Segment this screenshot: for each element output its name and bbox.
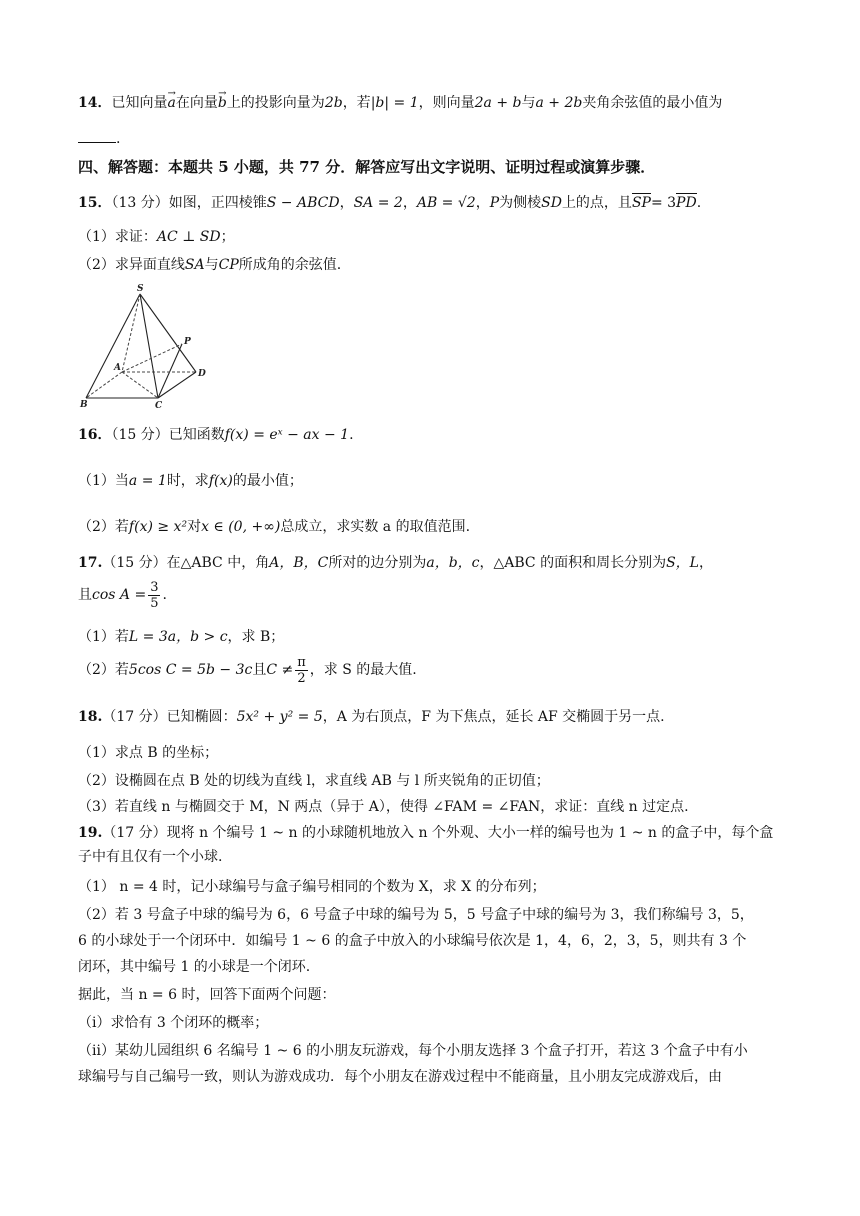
sides: a，b，c: [426, 555, 480, 571]
edge-sb: [86, 294, 140, 398]
q17-end: .: [162, 587, 167, 603]
q14-text: 上的投影向量为: [226, 95, 325, 111]
part-label: （1）若: [78, 629, 129, 645]
part-text: 与: [204, 257, 219, 273]
q18-text: ，A 为右顶点，F 为下焦点，延长 AF 交椭圆于另一点.: [322, 709, 665, 725]
q16-text: （15 分）已知函数: [111, 427, 225, 443]
part-text: 且: [252, 662, 267, 678]
part-label: （2）求异面直线: [78, 257, 185, 273]
pyramid-figure: [76, 282, 216, 412]
q19-sub-ii-line2: 球编号与自己编号一致，则认为游戏成功．每个小朋友在游戏过程中不能商量，且小朋友完成游戏后，由: [78, 1069, 722, 1085]
q15-line1: [78, 192, 701, 214]
q19-line1: [78, 822, 773, 844]
part-end: 所成角的余弦值.: [238, 257, 342, 273]
equation: 5cos C = 5b − 3c: [128, 662, 253, 678]
q17-part2: [78, 652, 417, 688]
projection-vector: 2b: [324, 95, 343, 111]
label-s: S: [137, 284, 144, 294]
q14-text: 在向量: [175, 95, 218, 111]
q15-text: （13 分）如图，正四棱锥: [111, 195, 267, 211]
edge-sd: SD: [541, 195, 562, 211]
q14-text: ，则向量: [418, 95, 475, 111]
condition: L = 3a，b > c: [128, 629, 228, 645]
angles: A，B，C: [269, 555, 329, 571]
part-text: 对: [187, 519, 202, 535]
q18-part3: （3）若直线 n 与椭圆交于 M，N 两点（异于 A），使得 ∠FAM = ∠FAN，求证：直线 n 过定点.: [78, 799, 689, 815]
q17-part1: [78, 626, 284, 648]
label-b: B: [80, 400, 88, 410]
q18-part1: （1）求点 B 的坐标；: [78, 745, 219, 761]
q15-comma: ，: [402, 195, 417, 211]
norm-condition: |b| = 1: [370, 95, 419, 111]
q15-text: 上的点，且: [561, 195, 632, 211]
q14-number: 14．: [78, 95, 112, 111]
part-label: （1）当: [78, 473, 129, 489]
label-a: A: [114, 363, 121, 373]
q17-line1: [78, 552, 713, 574]
q15-end: .: [696, 195, 702, 211]
q16-number: 16．: [78, 427, 112, 443]
part-end: 总成立，求实数 a 的取值范围.: [280, 519, 471, 535]
q18-line1: [78, 706, 665, 728]
q17-text: （15 分）在△ABC 中，角: [102, 555, 270, 571]
q14-text: 夹角余弦值的最小值为: [582, 95, 723, 111]
q15-comma: ，: [339, 195, 354, 211]
function-ref: f(x): [208, 473, 233, 489]
q14-end: .: [116, 131, 121, 147]
label-c: C: [155, 401, 163, 411]
cos-a: cos A =: [92, 587, 147, 603]
q14-text: 已知向量: [111, 95, 168, 111]
angle-c: C ≠: [266, 662, 294, 678]
point-p: P: [489, 195, 500, 211]
line-cp: CP: [218, 257, 239, 273]
label-p: P: [184, 337, 191, 347]
numerator: π: [297, 654, 306, 670]
part-label: （2）若: [78, 662, 129, 678]
q16-line1: [78, 424, 354, 446]
q14-text: 与: [521, 95, 536, 111]
q19-part1: （1） n = 4 时，记小球编号与盒子编号相同的个数为 X，求 X 的分布列；: [78, 879, 546, 895]
function-f: f(x) = eˣ − ax − 1: [224, 427, 350, 443]
vector-b: → b: [218, 92, 227, 114]
numerator: 3: [150, 579, 159, 595]
ab-length: AB = √2: [416, 195, 476, 211]
q18-text: （17 分）已知椭圆：: [102, 709, 237, 725]
section-heading: 四、解答题：本题共 5 小题，共 77 分．解答应写出文字说明、证明过程或演算步骤．: [78, 158, 656, 176]
inequality: f(x) ≥ x²: [128, 519, 188, 535]
part-text: 时，求: [166, 473, 209, 489]
sa-length: SA = 2: [353, 195, 403, 211]
q19-part2-line4: 据此，当 n = 6 时，回答下面两个问题：: [78, 987, 336, 1003]
q18-part2: （2）设椭圆在点 B 处的切线为直线 l，求直线 AB 与 l 所夹锐角的正切值；: [78, 773, 550, 789]
q19-sub-i: （ⅰ）求恰有 3 个闭环的概率；: [78, 1015, 269, 1031]
q19-sub-ii-line1: （ⅱ）某幼儿园组织 6 名编号 1 ~ 6 的小朋友玩游戏，每个小朋友选择 3 个盒子打开，若这 3 个盒子中有小: [78, 1043, 748, 1059]
segment-ap: [122, 344, 182, 372]
denominator: 2: [297, 670, 306, 686]
ellipse-equation: 5x² + y² = 5: [236, 709, 323, 725]
edge-ab: [86, 372, 122, 398]
q14-text: ，若: [342, 95, 371, 111]
vector-pd: PD: [676, 192, 697, 214]
pyramid-name: S − ABCD: [266, 195, 340, 211]
q14-line1: [78, 92, 722, 114]
vector-sp: SP: [632, 192, 651, 214]
line-sa: SA: [184, 257, 205, 273]
q16-part2: [78, 516, 470, 538]
q19-part2-line2: 6 的小球处于一个闭环中．如编号 1 ~ 6 的盒子中放入的小球编号依次是 1，4，6，2，3，5，则共有 3 个: [78, 933, 747, 949]
q17-text: 且: [78, 587, 92, 603]
edge-sa: [122, 294, 140, 372]
q15-part1: [78, 226, 235, 248]
condition-a: a = 1: [128, 473, 167, 489]
q17-end: ，: [698, 555, 713, 571]
q15-text: 为侧棱: [499, 195, 542, 211]
denominator: 5: [150, 595, 159, 611]
answer-blank: [78, 128, 116, 143]
q17-line2: [78, 578, 167, 612]
q18-number: 18.: [78, 709, 103, 725]
q17-text: 所对的边分别为: [328, 555, 427, 571]
vector-sum-2: a + 2b: [535, 95, 583, 111]
q19-text: （17 分）现将 n 个编号 1 ~ n 的小球随机地放入 n 个外观、大小一样的编号也为 1 ~ n 的盒子中，每个盒: [102, 825, 774, 841]
fraction-three-fifths: [148, 580, 160, 611]
part-label: （1）求证：: [78, 229, 157, 245]
q14-line2: [78, 128, 120, 150]
label-d: D: [198, 369, 206, 379]
fraction-pi-half: [295, 655, 308, 686]
diag-ac: [122, 372, 158, 398]
part-end: 的最小值；: [232, 473, 303, 489]
q16-part1: [78, 470, 303, 492]
area-perimeter: S，L: [666, 555, 699, 571]
q19-line2: 子中有且仅有一个小球.: [78, 849, 223, 865]
part-end: ，求 B；: [227, 629, 285, 645]
q17-text: ，△ABC 的面积和周长分别为: [479, 555, 667, 571]
q16-end: .: [349, 427, 354, 443]
edge-sd: [140, 294, 196, 372]
q19-number: 19.: [78, 825, 103, 841]
q15-eq: = 3: [650, 195, 677, 211]
vector-a: → a: [167, 92, 175, 114]
q15-comma: ，: [475, 195, 490, 211]
part-end: ，求 S 的最大值.: [309, 662, 417, 678]
perpendicular-statement: AC ⊥ SD: [156, 229, 221, 245]
q17-number: 17.: [78, 555, 103, 571]
q19-part2-line1: （2）若 3 号盒子中球的编号为 6，6 号盒子中球的编号为 5，5 号盒子中球的编号为 3，我们称编号 3，5，: [78, 907, 754, 923]
part-label: （2）若: [78, 519, 129, 535]
edge-sc: [140, 294, 158, 398]
part-end: ；: [220, 229, 235, 245]
domain: x ∈ (0, +∞): [201, 519, 281, 535]
q19-part2-line3: 闭环，其中编号 1 的小球是一个闭环.: [78, 959, 311, 975]
q15-part2: [78, 254, 341, 276]
vector-sum-1: 2a + b: [474, 95, 522, 111]
q15-number: 15．: [78, 195, 112, 211]
